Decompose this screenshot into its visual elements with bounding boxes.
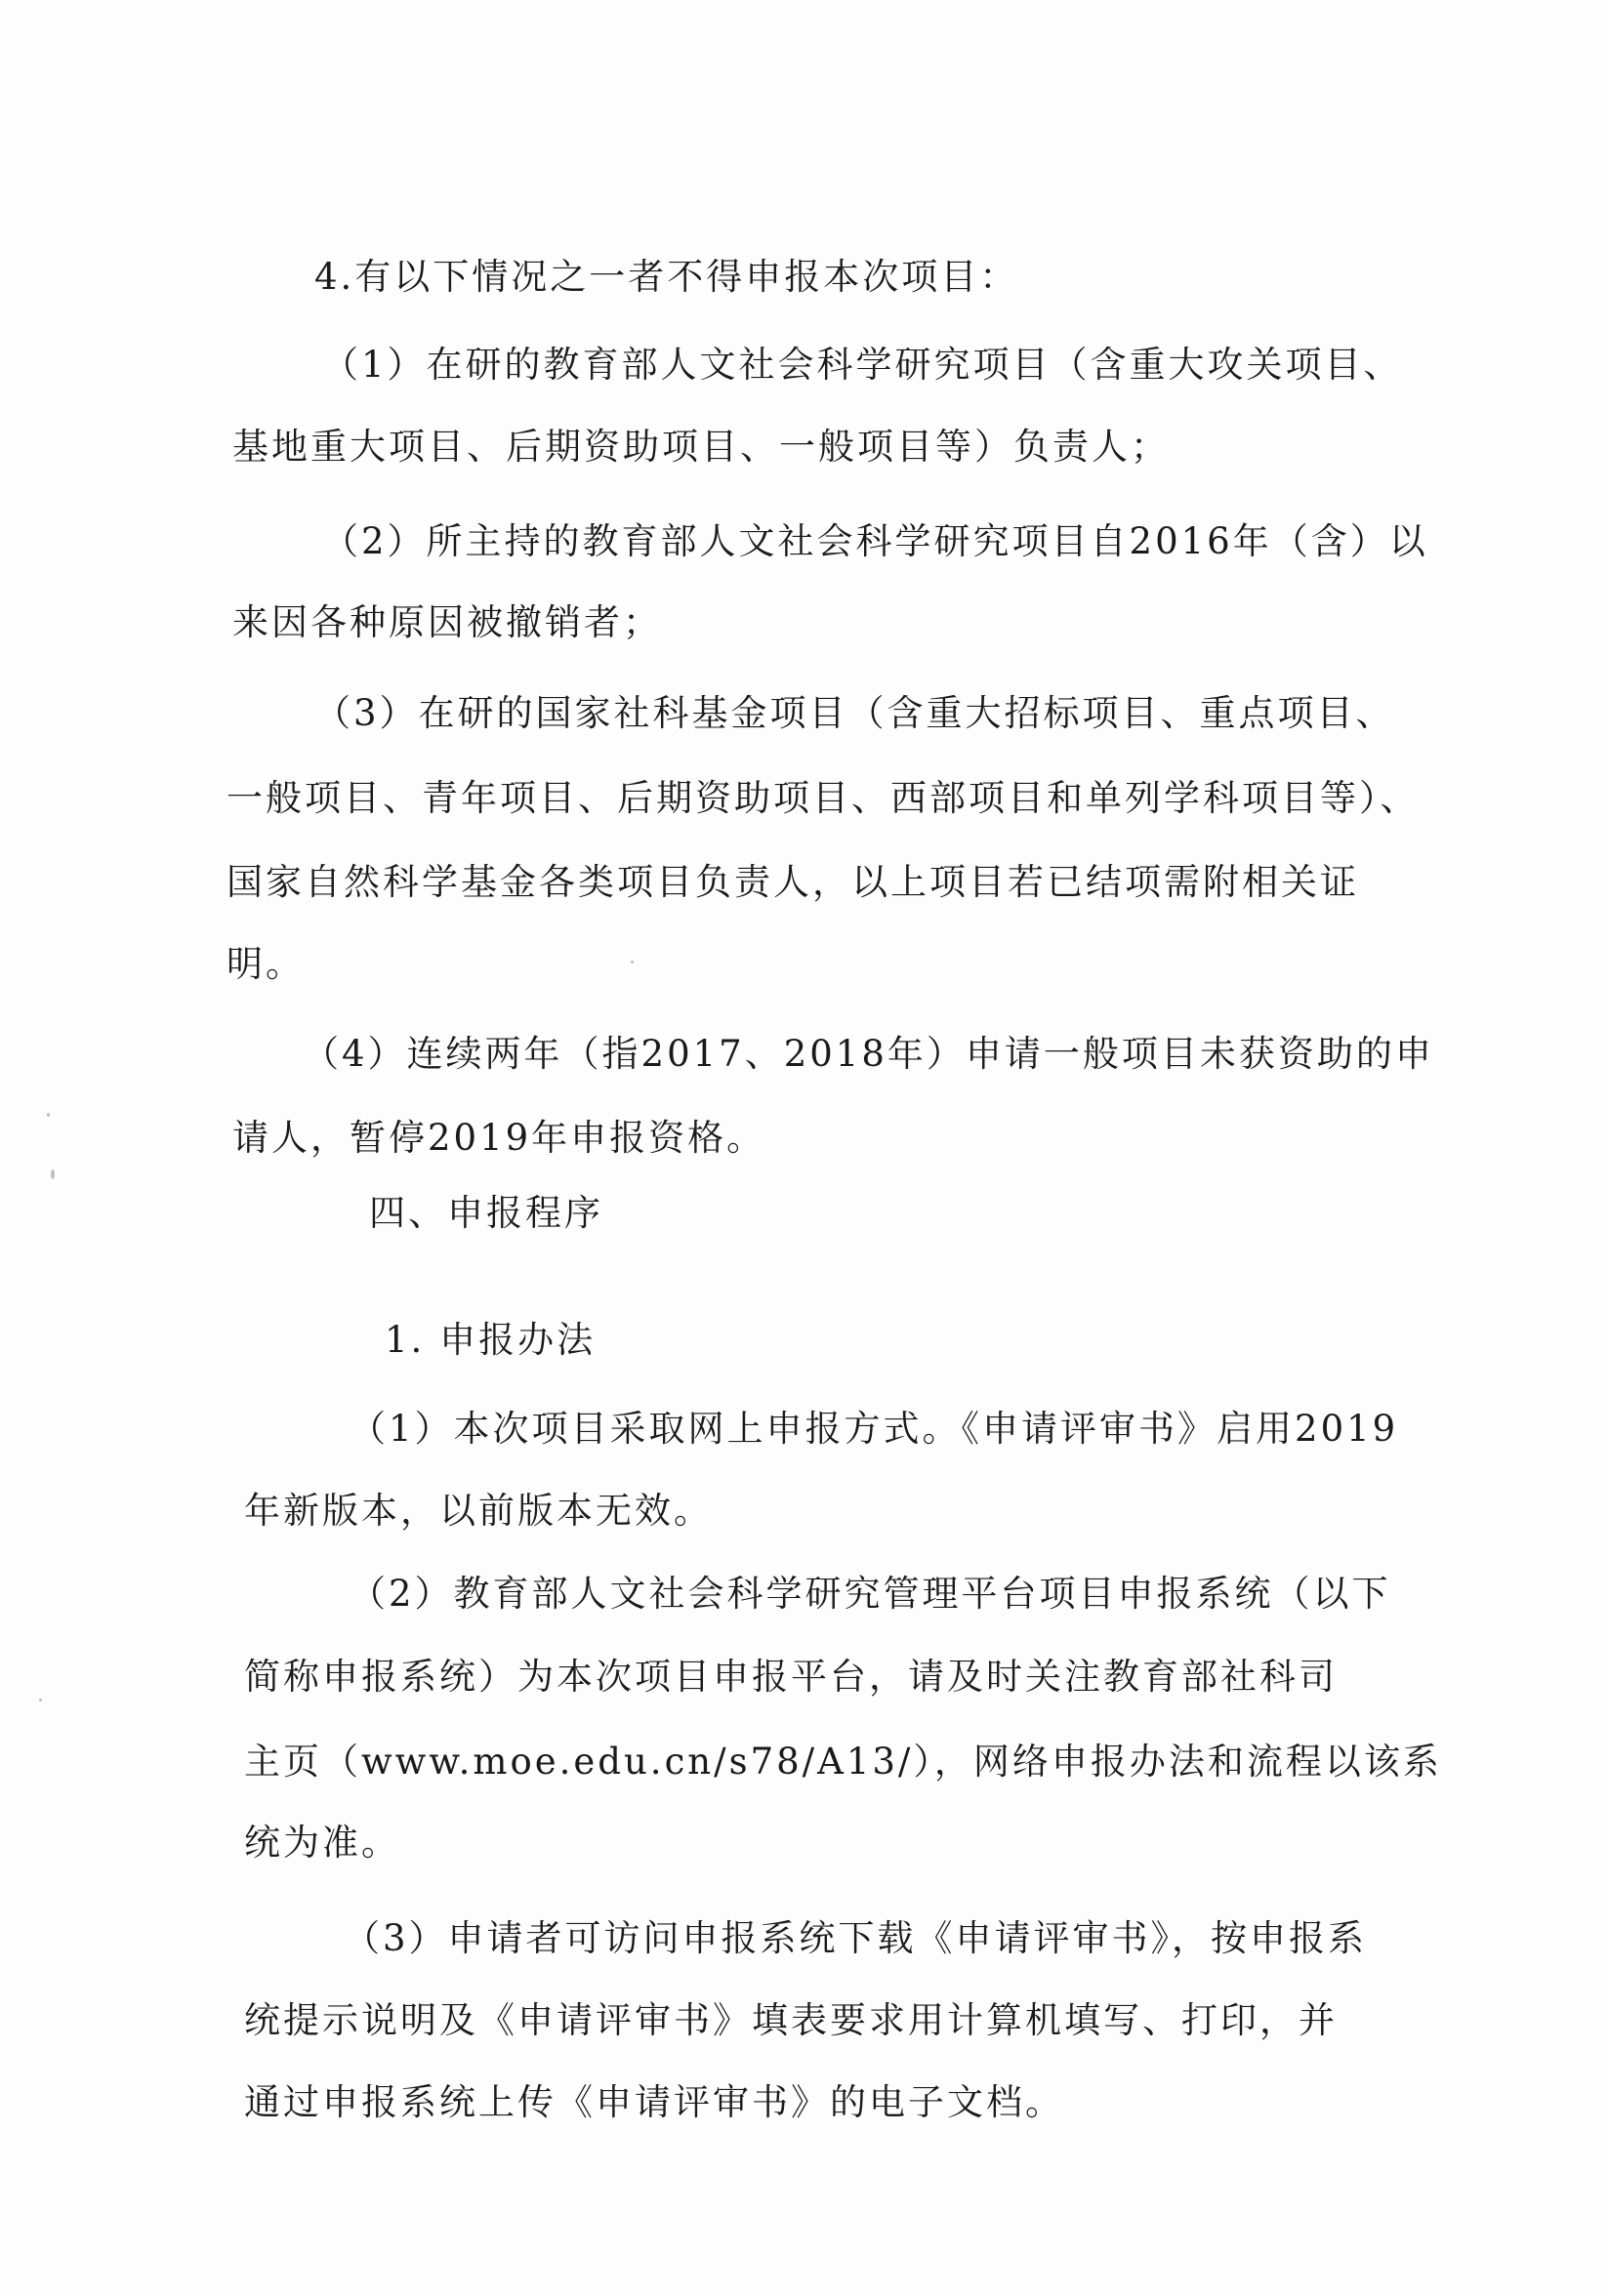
condition-4-line-1: （4）连续两年（指2017、2018年）申请一般项目未获资助的申 bbox=[303, 1033, 1434, 1075]
subsection-1-heading: 1. 申报办法 bbox=[385, 1319, 597, 1361]
method-2-line-1: （2）教育部人文社会科学研究管理平台项目申报系统（以下 bbox=[350, 1573, 1391, 1615]
condition-3-line-4: 明。 bbox=[227, 943, 305, 985]
method-3-line-1: （3）申请者可访问申报系统下载《申请评审书》，按申报系 bbox=[344, 1917, 1368, 1959]
scan-speck bbox=[631, 961, 634, 964]
condition-1-line-2: 基地重大项目、后期资助项目、一般项目等）负责人； bbox=[232, 426, 1170, 468]
method-3-line-2: 统提示说明及《申请评审书》填表要求用计算机填写、打印，并 bbox=[244, 1999, 1338, 2041]
section-4-heading: 四、申报程序 bbox=[369, 1192, 603, 1234]
scan-speck bbox=[47, 1113, 50, 1117]
method-3-line-3: 通过申报系统上传《申请评审书》的电子文档。 bbox=[244, 2081, 1064, 2123]
method-2-line-4: 统为准。 bbox=[244, 1822, 400, 1864]
condition-2-line-1: （2）所主持的教育部人文社会科学研究项目自2016年（含）以 bbox=[322, 520, 1428, 562]
scan-speck bbox=[51, 1169, 55, 1179]
method-2-line-3: 主页（www.moe.edu.cn/s78/A13/），网络申报办法和流程以该系 bbox=[244, 1741, 1442, 1783]
item-4-heading: 4.有以下情况之一者不得申报本次项目： bbox=[314, 256, 1019, 298]
scan-speck bbox=[39, 1699, 42, 1702]
condition-3-line-1: （3）在研的国家社科基金项目（含重大招标项目、重点项目、 bbox=[314, 692, 1395, 734]
method-2-line-2: 简称申报系统）为本次项目申报平台，请及时关注教育部社科司 bbox=[244, 1656, 1338, 1698]
method-1-line-1: （1）本次项目采取网上申报方式。《申请评审书》启用2019 bbox=[350, 1408, 1399, 1450]
method-1-line-2: 年新版本，以前版本无效。 bbox=[244, 1490, 713, 1532]
condition-1-line-1: （1）在研的教育部人文社会科学研究项目（含重大攻关项目、 bbox=[322, 344, 1403, 386]
condition-3-line-2: 一般项目、青年项目、后期资助项目、西部项目和单列学科项目等）、 bbox=[227, 777, 1420, 819]
condition-3-line-3: 国家自然科学基金各类项目负责人，以上项目若已结项需附相关证 bbox=[227, 861, 1359, 903]
condition-4-line-2: 请人，暂停2019年申报资格。 bbox=[232, 1117, 766, 1159]
condition-2-line-2: 来因各种原因被撤销者； bbox=[232, 601, 662, 643]
